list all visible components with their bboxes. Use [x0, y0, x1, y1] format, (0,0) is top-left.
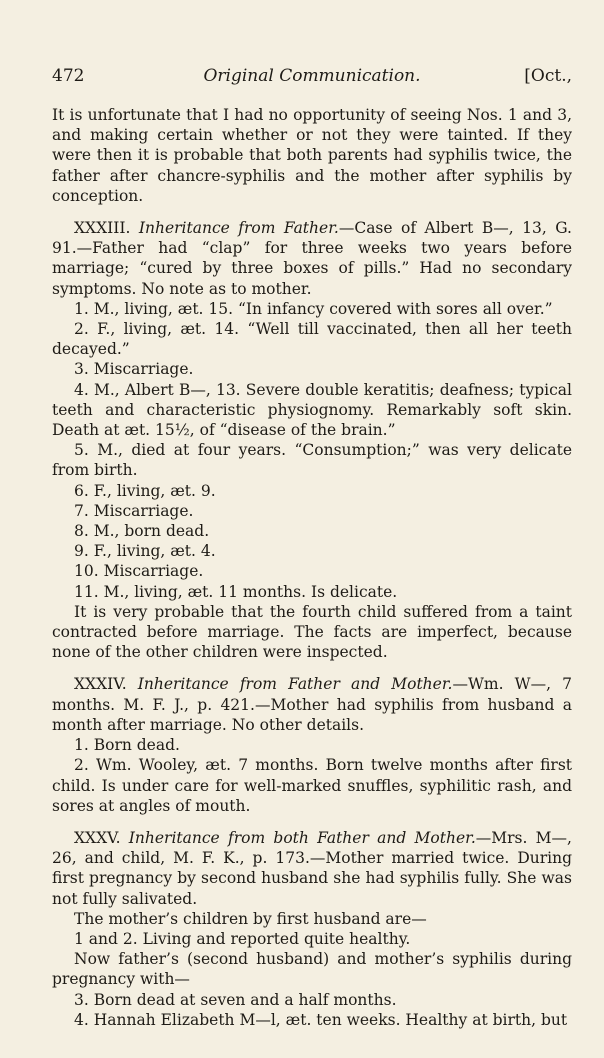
case-title: Inheritance from Father and Mother.	[137, 675, 453, 694]
list-item: 9. F., living, æt. 4.	[74, 542, 216, 561]
case-35-heading	[52, 828, 572, 909]
case-34-heading	[52, 674, 572, 735]
list-item: 2. Wm. Wooley, æt. 7 months. Born twelve months after first child. Is under care for well-marked snuffles, syphilitic rash, and sores at angles of mouth.	[52, 756, 572, 815]
page-body	[52, 105, 572, 1030]
intro-paragraph: It is unfortunate that I had no opportunity of seeing Nos. 1 and 3, and making certain whether or not they were tainted. If they were then it is probable that both parents had syphilis twice, the father after chancre-syphilis and the mother after syphilis by conception.	[52, 106, 572, 205]
list-item: 11. M., living, æt. 11 months. Is delicate.	[74, 582, 398, 601]
list-item: 3. Born dead at seven and a half months.	[74, 990, 397, 1009]
list-item: The mother’s children by first husband are—	[74, 909, 427, 928]
case-title: Inheritance from both Father and Mother.	[128, 828, 476, 847]
running-title: Original Communication.	[203, 66, 421, 86]
page-number: 472	[52, 66, 85, 86]
case-text: —Case of Albert B—, 13, G. 91.—Father had “clap” for three weeks two years before marriage; “cured by three boxes of pills.” Had no secondary symptoms. No note as to mother.	[52, 219, 572, 298]
case-33-conclusion: It is very probable that the fourth child suffered from a taint contracted before marriage. The facts are imperfect, because none of the other children were inspected.	[52, 602, 572, 662]
case-33-heading	[52, 218, 572, 299]
page-header	[52, 66, 572, 96]
section-marker: [Oct.,	[524, 66, 572, 86]
list-item: 1. M., living, æt. 15. “In infancy covered with sores all over.”	[74, 299, 553, 318]
list-item: 3. Miscarriage.	[74, 360, 194, 379]
list-item: 8. M., born dead.	[74, 522, 210, 541]
case-number: XXXV.	[74, 828, 121, 847]
list-item: 2. F., living, æt. 14. “Well till vaccinated, then all her teeth decayed.”	[52, 320, 572, 359]
case-text: —Wm. W—, 7 months. M. F. J., p. 421.—Mother had syphilis from husband a month after marriage. No other details.	[52, 675, 572, 734]
list-item: 6. F., living, æt. 9.	[74, 481, 216, 500]
list-item: 4. M., Albert B—, 13. Severe double keratitis; deafness; typical teeth and characteristic physiognomy. Remarkably soft skin. Death at æt. 15½, of “disease of the brain.”	[52, 380, 572, 440]
list-item: 7. Miscarriage.	[74, 501, 194, 520]
case-text: —Mrs. M—, 26, and child, M. F. K., p. 173.—Mother married twice. During first pregnancy by second husband she had syphilis fully. She was not fully salivated.	[52, 828, 572, 908]
case-number: XXXIII.	[74, 219, 131, 238]
list-item: 1 and 2. Living and reported quite healthy.	[74, 929, 411, 948]
list-item: 10. Miscarriage.	[74, 562, 204, 581]
list-item: 1. Born dead.	[74, 736, 180, 755]
list-item: 4. Hannah Elizabeth M—l, æt. ten weeks. Healthy at birth, but	[74, 1010, 568, 1029]
case-number: XXXIV.	[74, 675, 127, 694]
list-item: 5. M., died at four years. “Consumption;” was very delicate from birth.	[52, 441, 572, 480]
case-title: Inheritance from Father.	[138, 219, 339, 238]
list-item: Now father’s (second husband) and mother’s syphilis during pregnancy with—	[52, 950, 572, 989]
